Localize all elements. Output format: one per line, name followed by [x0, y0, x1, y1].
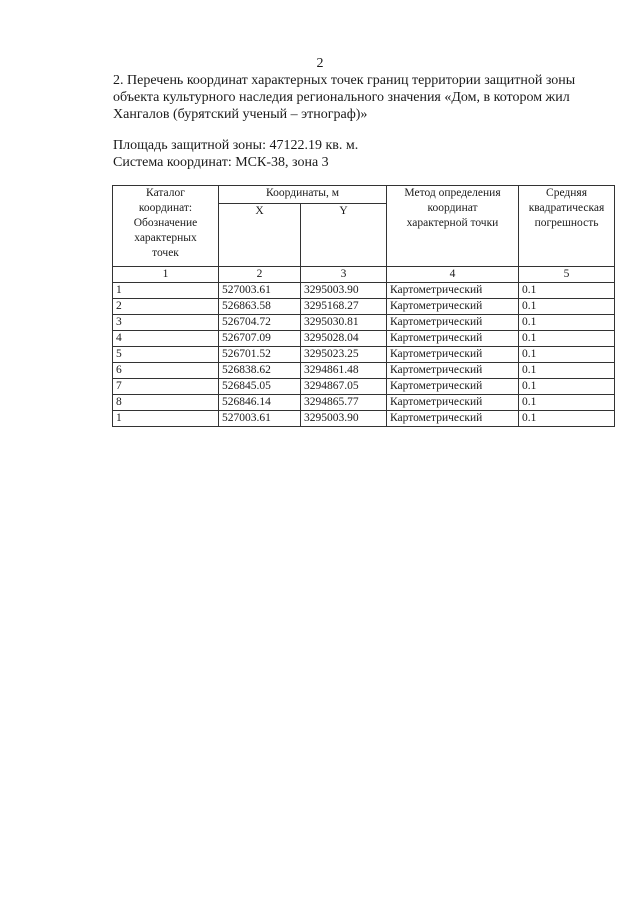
- cell-x: 526846.14: [219, 395, 301, 411]
- cell-error: 0.1: [519, 395, 615, 411]
- cell-x: 526863.58: [219, 299, 301, 315]
- cell-y: 3294865.77: [301, 395, 387, 411]
- cell-error: 0.1: [519, 283, 615, 299]
- column-number: 5: [519, 267, 615, 283]
- cell-method: Картометрический: [387, 363, 519, 379]
- column-number-row: [113, 267, 615, 283]
- cell-point: 6: [113, 363, 219, 379]
- heading-line-1: 2. Перечень координат характерных точек границ территории защитной зоны: [113, 73, 576, 88]
- header-error: Средняя квадратическая погрешность: [519, 186, 615, 267]
- section-heading: [113, 72, 613, 123]
- cell-point: 1: [113, 411, 219, 427]
- cell-method: Картометрический: [387, 395, 519, 411]
- cell-y: 3294861.48: [301, 363, 387, 379]
- cell-error: 0.1: [519, 331, 615, 347]
- table-row: [113, 283, 615, 299]
- cell-x: 526707.09: [219, 331, 301, 347]
- heading-line-2: объекта культурного наследия регионального значения «Дом, в котором жил: [113, 90, 570, 105]
- cell-error: 0.1: [519, 347, 615, 363]
- cell-point: 2: [113, 299, 219, 315]
- table-row: [113, 299, 615, 315]
- cell-x: 526838.62: [219, 363, 301, 379]
- cell-error: 0.1: [519, 363, 615, 379]
- cell-x: 527003.61: [219, 283, 301, 299]
- cell-method: Картометрический: [387, 315, 519, 331]
- coordinates-table: [112, 185, 615, 427]
- column-number: 2: [219, 267, 301, 283]
- cell-method: Картометрический: [387, 411, 519, 427]
- cell-error: 0.1: [519, 411, 615, 427]
- column-number: 1: [113, 267, 219, 283]
- cell-y: 3295003.90: [301, 283, 387, 299]
- header-coordinates: Координаты, м: [219, 186, 387, 204]
- header-y: Y: [301, 204, 387, 267]
- cell-method: Картометрический: [387, 283, 519, 299]
- cell-error: 0.1: [519, 379, 615, 395]
- header-catalog: Каталог координат: Обозначение характерных точек: [113, 186, 219, 267]
- cell-error: 0.1: [519, 299, 615, 315]
- cell-y: 3295023.25: [301, 347, 387, 363]
- cell-y: 3295030.81: [301, 315, 387, 331]
- column-number: 4: [387, 267, 519, 283]
- header-method: Метод определения координат характерной точки: [387, 186, 519, 267]
- coordinate-system-line: Система координат: МСК-38, зона 3: [113, 155, 329, 170]
- cell-method: Картометрический: [387, 299, 519, 315]
- table-row: [113, 315, 615, 331]
- cell-method: Картометрический: [387, 379, 519, 395]
- cell-point: 5: [113, 347, 219, 363]
- cell-point: 8: [113, 395, 219, 411]
- cell-x: 526701.52: [219, 347, 301, 363]
- table-row: [113, 411, 615, 427]
- table-row: [113, 379, 615, 395]
- cell-method: Картометрический: [387, 347, 519, 363]
- cell-y: 3295028.04: [301, 331, 387, 347]
- cell-y: 3295003.90: [301, 411, 387, 427]
- column-number: 3: [301, 267, 387, 283]
- table-header-row: [113, 186, 615, 204]
- table-row: [113, 347, 615, 363]
- cell-point: 1: [113, 283, 219, 299]
- cell-x: 527003.61: [219, 411, 301, 427]
- area-line: Площадь защитной зоны: 47122.19 кв. м.: [113, 138, 359, 153]
- cell-y: 3295168.27: [301, 299, 387, 315]
- cell-x: 526845.05: [219, 379, 301, 395]
- table-row: [113, 395, 615, 411]
- cell-error: 0.1: [519, 315, 615, 331]
- table-row: [113, 363, 615, 379]
- cell-point: 7: [113, 379, 219, 395]
- page-number: 2: [316, 56, 324, 71]
- heading-line-3: Хангалов (бурятский ученый – этнограф)»: [113, 107, 368, 122]
- cell-y: 3294867.05: [301, 379, 387, 395]
- cell-point: 4: [113, 331, 219, 347]
- header-x: X: [219, 204, 301, 267]
- table-row: [113, 331, 615, 347]
- cell-x: 526704.72: [219, 315, 301, 331]
- cell-point: 3: [113, 315, 219, 331]
- cell-method: Картометрический: [387, 331, 519, 347]
- zone-info: [113, 137, 358, 171]
